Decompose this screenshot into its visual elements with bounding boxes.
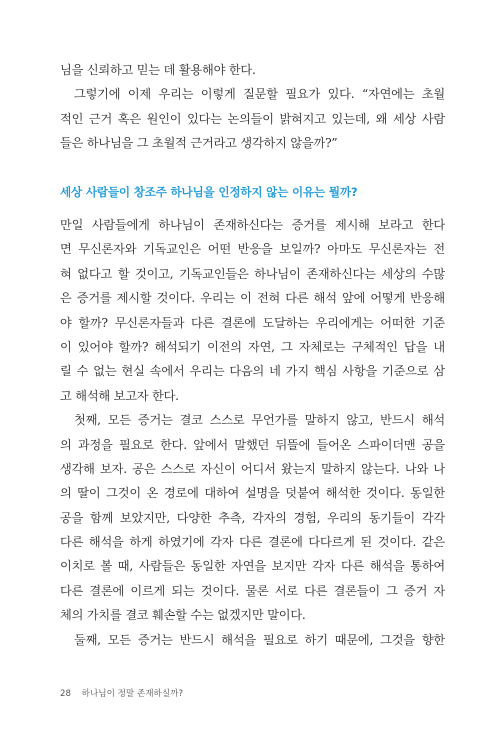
text-line: 이치로 볼 때, 사람들은 동일한 자연을 보지만 각자 다른 해석을 통하여 bbox=[60, 559, 445, 574]
section-heading: 세상 사람들이 창조주 하나님을 인정하지 않는 이유는 뭘까? bbox=[60, 185, 358, 199]
page-number: 28 bbox=[60, 689, 71, 699]
text-line: 체의 가치를 결코 훼손할 수는 없겠지만 말이다. bbox=[60, 608, 306, 623]
text-line: 다른 결론에 이르게 되는 것이다. 물론 서로 다른 결론들이 그 증거 자 bbox=[60, 583, 445, 598]
text-line: 만일 사람들에게 하나님이 존재하신다는 증거를 제시해 보라고 한다 bbox=[60, 218, 445, 232]
text-line: 야 할까? 무신론자들과 다른 결론에 도달하는 우리에게는 어떠한 기준 bbox=[60, 315, 445, 330]
text-line: 님을 신뢰하고 믿는 데 활용해야 한다. bbox=[60, 63, 256, 77]
text-line: 면 무신론자와 기독교인은 어떤 반응을 보일까? 아마도 무신론자는 전 bbox=[60, 242, 445, 257]
text-line: 의 과정을 필요로 한다. 앞에서 말했던 뒤뜰에 들어온 스파이더맨 공을 bbox=[60, 437, 445, 452]
text-line: 첫째, 모든 증거는 결코 스스로 무언가를 말하지 않고, 반드시 해석 bbox=[74, 413, 445, 428]
text-line: 고 해석해 보고자 한다. bbox=[60, 388, 179, 403]
text-line: 은 증거를 제시할 것이다. 우리는 이 전혀 다른 해석 앞에 어떻게 반응해 bbox=[60, 291, 445, 306]
text-line: 공을 함께 보았지만, 다양한 추측, 각자의 경험, 우리의 동기들이 각각 bbox=[60, 510, 445, 525]
running-title: 하나님이 정말 존재하실까? bbox=[81, 689, 184, 699]
body-paragraphs bbox=[60, 213, 445, 652]
text-line: 들은 하나님을 그 초월적 근거라고 생각하지 않을까?” bbox=[60, 136, 338, 151]
text-line: 이 있어야 할까? 해석되기 이전의 자연, 그 자체로는 구체적인 답을 내 bbox=[60, 339, 445, 354]
text-line: 그렇기에 이제 우리는 이렇게 질문할 필요가 있다. “자연에는 초월 bbox=[74, 87, 445, 102]
page-footer bbox=[60, 687, 183, 699]
text-line: 둘째, 모든 증거는 반드시 해석을 필요로 하기 때문에, 그것을 향한 bbox=[74, 632, 445, 647]
text-line: 릴 수 없는 현실 속에서 우리는 다음의 네 가지 핵심 사항을 기준으로 삼 bbox=[60, 364, 445, 379]
intro-paragraphs bbox=[60, 58, 445, 156]
text-line: 생각해 보자. 공은 스스로 자신이 어디서 왔는지 말하지 않는다. 나와 나 bbox=[60, 461, 445, 476]
text-line: 혀 없다고 할 것이고, 기독교인들은 하나님이 존재하신다는 세상의 수많 bbox=[60, 266, 445, 281]
text-line: 적인 근거 혹은 원인이 있다는 논의들이 밝혀지고 있는데, 왜 세상 사람 bbox=[60, 111, 445, 126]
text-line: 다른 해석을 하게 하였기에 각자 다른 결론에 다다르게 된 것이다. 같은 bbox=[60, 535, 445, 550]
text-line: 의 딸이 그것이 온 경로에 대하여 설명을 덧붙여 해석한 것이다. 동일한 bbox=[60, 486, 445, 501]
